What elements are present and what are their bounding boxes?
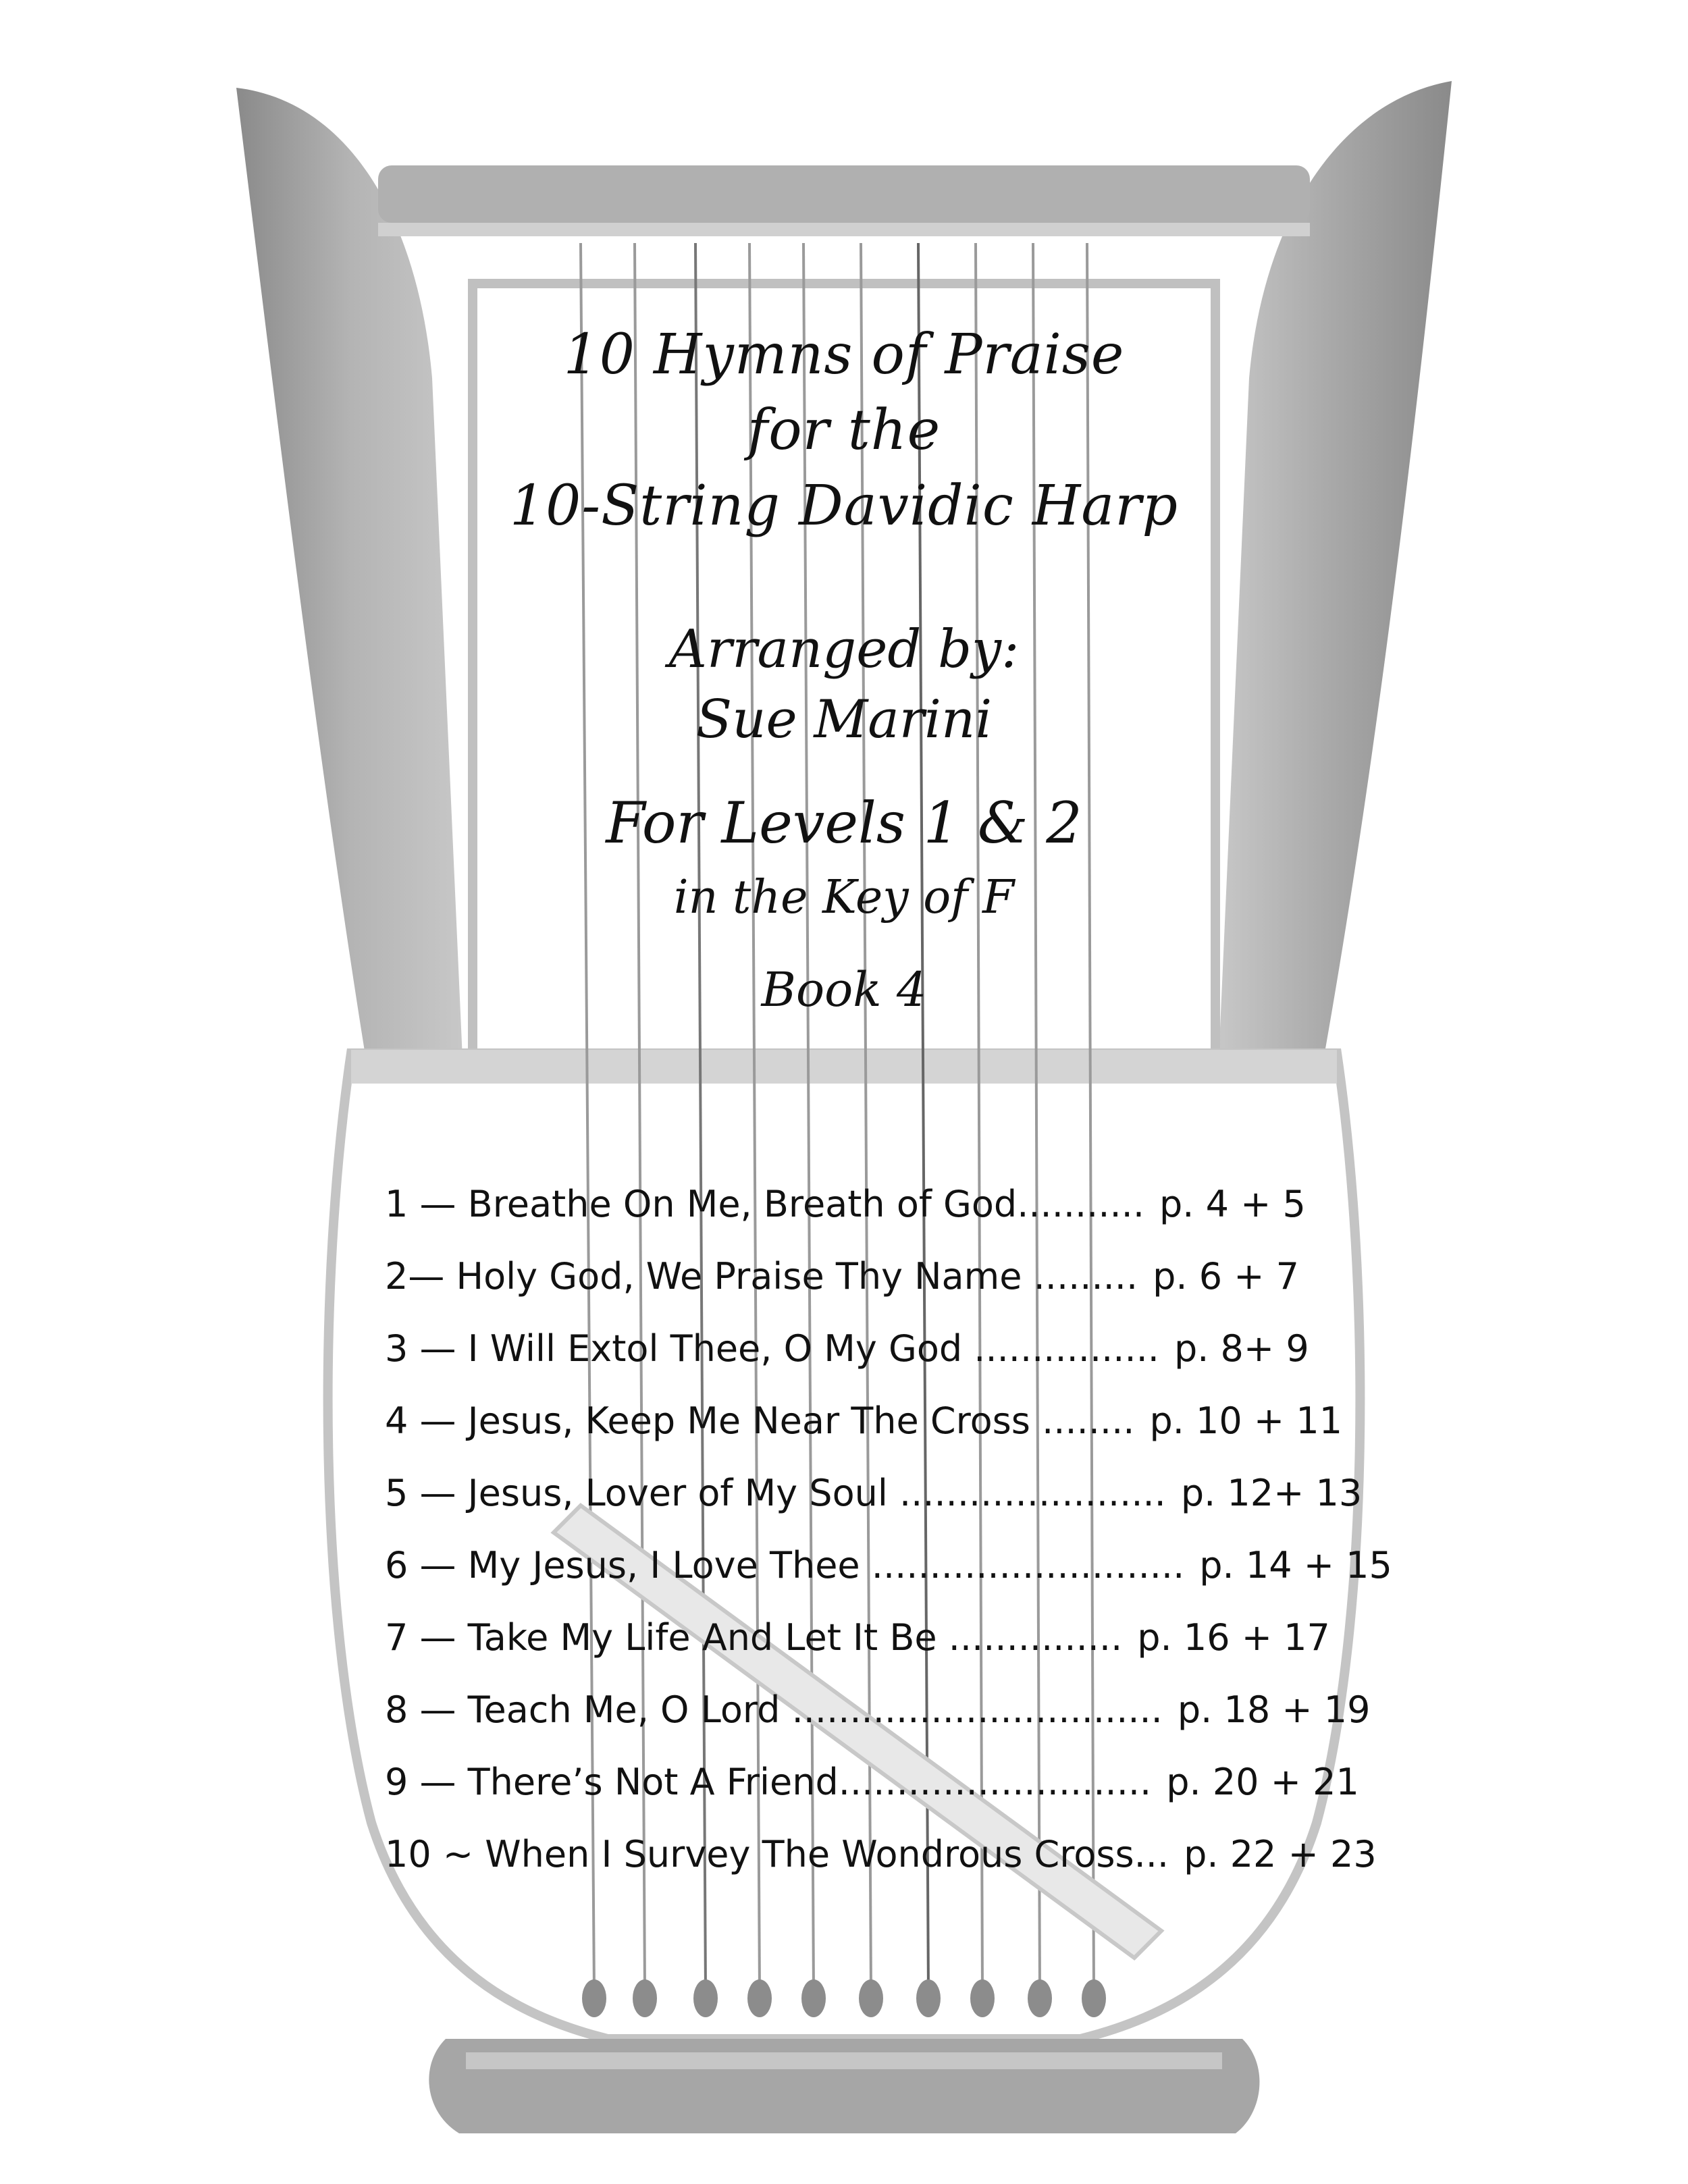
harp-crossbar — [378, 165, 1310, 223]
table-of-contents — [385, 1168, 1392, 1890]
toc-row — [385, 1457, 1363, 1529]
toc-page: p. 22 + 23 — [1184, 1833, 1377, 1875]
arranged-label: Arranged by: — [668, 619, 1020, 680]
toc-row — [385, 1168, 1344, 1240]
toc-row — [385, 1240, 1344, 1312]
toc-entry: 2— Holy God, We Praise Thy Name ......... — [385, 1255, 1138, 1298]
toc-page: p. 12+ 13 — [1180, 1472, 1363, 1514]
toc-entry: 7 — Take My Life And Let It Be ............... — [385, 1616, 1123, 1659]
toc-page: p. 8+ 9 — [1173, 1327, 1309, 1370]
toc-row — [385, 1674, 1371, 1746]
toc-row — [385, 1818, 1377, 1890]
title-block — [0, 317, 1688, 544]
toc-page: p. 20 + 21 — [1166, 1761, 1359, 1803]
levels-text: For Levels 1 & 2 — [606, 790, 1082, 856]
toc-row — [385, 1312, 1344, 1385]
toc-entry: 9 — There’s Not A Friend........................... — [385, 1761, 1152, 1803]
toc-row — [385, 1746, 1359, 1818]
title-line-1: 10 Hymns of Praise — [563, 323, 1125, 387]
toc-page: p. 10 + 11 — [1149, 1400, 1343, 1442]
arranger-name: Sue Marini — [695, 689, 993, 750]
key-text: in the Key of F — [673, 871, 1015, 924]
arranged-block — [0, 614, 1688, 755]
toc-row — [385, 1529, 1392, 1601]
toc-page: p. 18 + 19 — [1177, 1688, 1371, 1731]
toc-page: p. 16 + 17 — [1137, 1616, 1330, 1659]
toc-entry: 4 — Jesus, Keep Me Near The Cross ........ — [385, 1400, 1135, 1442]
toc-entry: 1 — Breathe On Me, Breath of God........... — [385, 1183, 1145, 1225]
toc-row — [385, 1601, 1344, 1674]
title-line-2: for the — [747, 398, 941, 462]
book-number: Book 4 — [761, 962, 927, 1017]
title-line-3: 10-String Davidic Harp — [510, 474, 1178, 538]
toc-page: p. 6 + 7 — [1153, 1255, 1300, 1298]
toc-row — [385, 1385, 1344, 1457]
toc-entry: 3 — I Will Extol Thee, O My God ................ — [385, 1327, 1159, 1370]
toc-entry: 10 ~ When I Survey The Wondrous Cross... — [385, 1833, 1169, 1875]
toc-entry: 8 — Teach Me, O Lord ................................ — [385, 1688, 1163, 1731]
toc-page: p. 14 + 15 — [1199, 1544, 1392, 1587]
toc-page: p. 4 + 5 — [1159, 1183, 1306, 1225]
toc-entry: 5 — Jesus, Lover of My Soul ....................... — [385, 1472, 1166, 1514]
toc-entry: 6 — My Jesus, I Love Thee ........................... — [385, 1544, 1185, 1587]
